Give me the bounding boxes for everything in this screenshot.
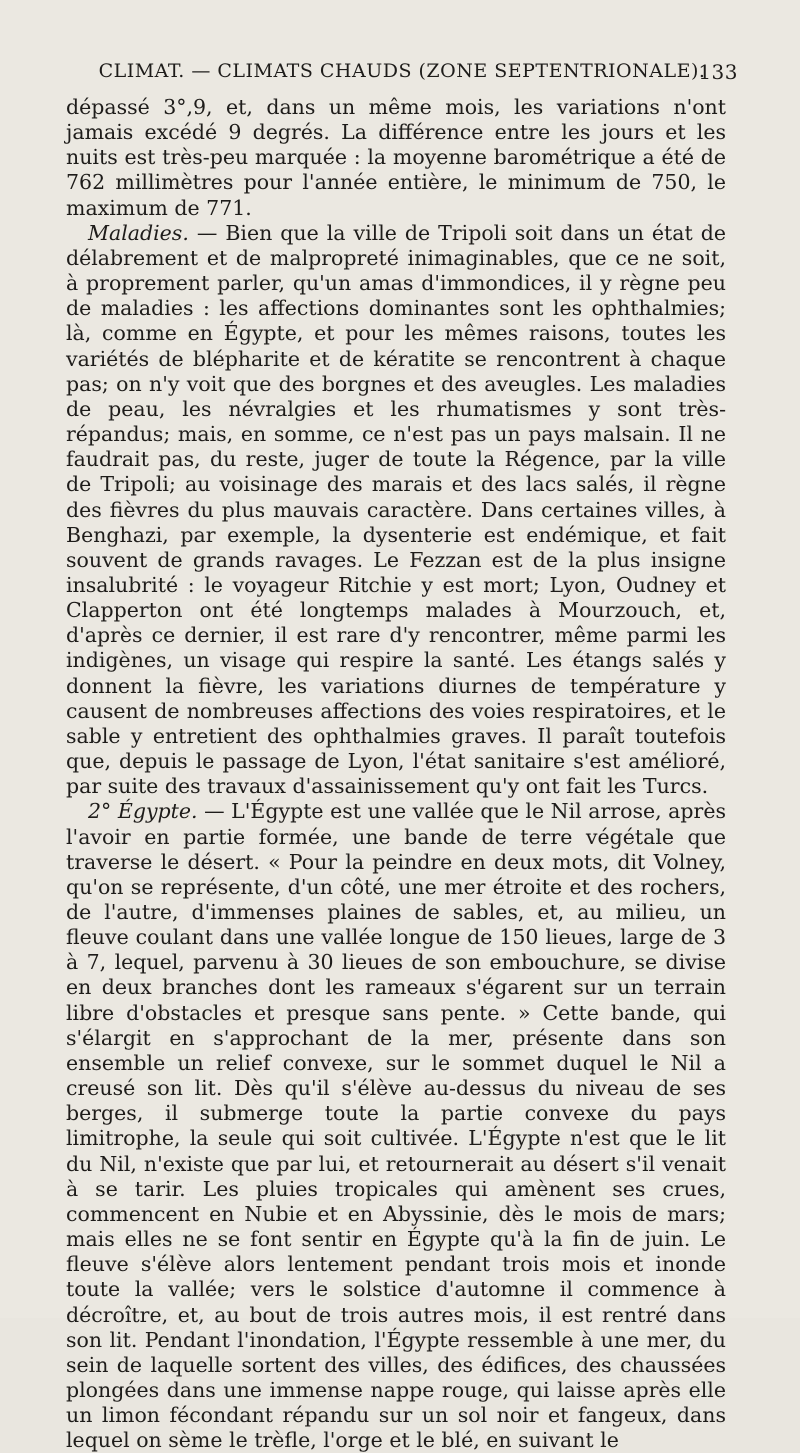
paragraph-maladies xyxy=(66,221,726,800)
paragraph-lead: 2° Égypte. xyxy=(88,799,198,824)
paragraph-text: — L'Égypte est une vallée que le Nil arrose, après l'avoir en partie formée, une bande de terre végétale que traverse le désert. « Pour la peindre en deux mots, dit Volney, qu'on se représente, d'un côté, une mer étroite et des rochers, de l'autre, d'immenses plaines de sables, et, au milieu, un fleuve coulant dans une vallée longue de 150 lieues, large de 3 à 7, lequel, parvenu à 30 lieues de son embouchure, se divise en deux branches dont les rameaux s'égarent sur un terrain libre d'obstacles et presque sans pente. » Cette bande, qui s'élargit en s'approchant de la mer, présente dans son ensemble un relief convexe, sur le sommet duquel le Nil a creusé son lit. Dès qu'il s'élève au-dessus du niveau de ses berges, il submerge toute la partie convexe du pays limitrophe, la seule qui soit cultivée. L'Égypte n'est que le lit du Nil, n'existe que par lui, et retournerait au désert s'il venait à se tarir. Les pluies tropicales qui amènent ses crues, commencent en Nubie et en Abyssinie, dès le mois de mars; mais elles ne se font sentir en Égypte qu'à la fin de juin. Le fleuve s'élève alors lentement pendant trois mois et inonde toute la vallée; vers le solstice d'automne il commence à décroître, et, au bout de trois autres mois, il est rentré dans son lit. Pendant l'inondation, l'Égypte ressemble à une mer, du sein de laquelle sortent des villes, des édifices, des chaussées plongées dans une immense nappe rouge, qui laisse après elle un limon fécondant répandu sur un sol noir et fangeux, dans lequel on sème le trèfle, l'orge et le blé, en suivant le xyxy=(66,799,726,1453)
paragraph-text: — Bien que la ville de Tripoli soit dans un état de délabrement et de malpropreté inimaginables, que ce ne soit, à proprement parler, qu'un amas d'immondices, il y règne peu de maladies : les affections dominantes sont les ophthalmies; là, comme en Égypte, et pour les mêmes raisons, toutes les variétés de blépharite et de kératite se rencontrent à chaque pas; on n'y voit que des borgnes et des aveugles. Les maladies de peau, les névralgies et les rhumatismes y sont très-répandus; mais, en somme, ce n'est pas un pays malsain. Il ne faudrait pas, du reste, juger de toute la Régence, par la ville de Tripoli; au voisinage des marais et des lacs salés, il règne des fièvres du plus mauvais caractère. Dans certaines villes, à Benghazi, par exemple, la dysenterie est endémique, et fait souvent de grands ravages. Le Fezzan est de la plus insigne insalubrité : le voyageur Ritchie y est mort; Lyon, Oudney et Clapperton ont été longtemps malades à Mourzouch, et, d'après ce dernier, il est rare d'y rencontrer, même parmi les indigènes, un visage qui respire la santé. Les étangs salés y donnent la fièvre, les variations diurnes de température y causent de nombreuses affections des voies respiratoires, et le sable y entretient des ophthalmies graves. Il paraît toutefois que, depuis le passage de Lyon, l'état sanitaire s'est amélioré, par suite des travaux d'assainissement qu'y ont fait les Turcs. xyxy=(66,220,726,799)
paragraph-climate-continuation xyxy=(66,95,726,221)
running-title: CLIMAT. — CLIMATS CHAUDS (ZONE SEPTENTRIONALE). xyxy=(98,60,706,82)
paragraph-lead: Maladies. xyxy=(88,220,189,245)
paragraph-egypte xyxy=(66,799,726,1453)
paragraph-text: dépassé 3°,9, et, dans un même mois, les variations n'ont jamais excédé 9 degrés. La différence entre les jours et les nuits est très-peu marquée : la moyenne barométrique a été de 762 millimètres pour l'année entière, le minimum de 750, le maximum de 771. xyxy=(66,95,726,220)
running-header xyxy=(66,60,738,90)
page-number: 133 xyxy=(698,60,738,84)
page-body xyxy=(66,95,726,1453)
